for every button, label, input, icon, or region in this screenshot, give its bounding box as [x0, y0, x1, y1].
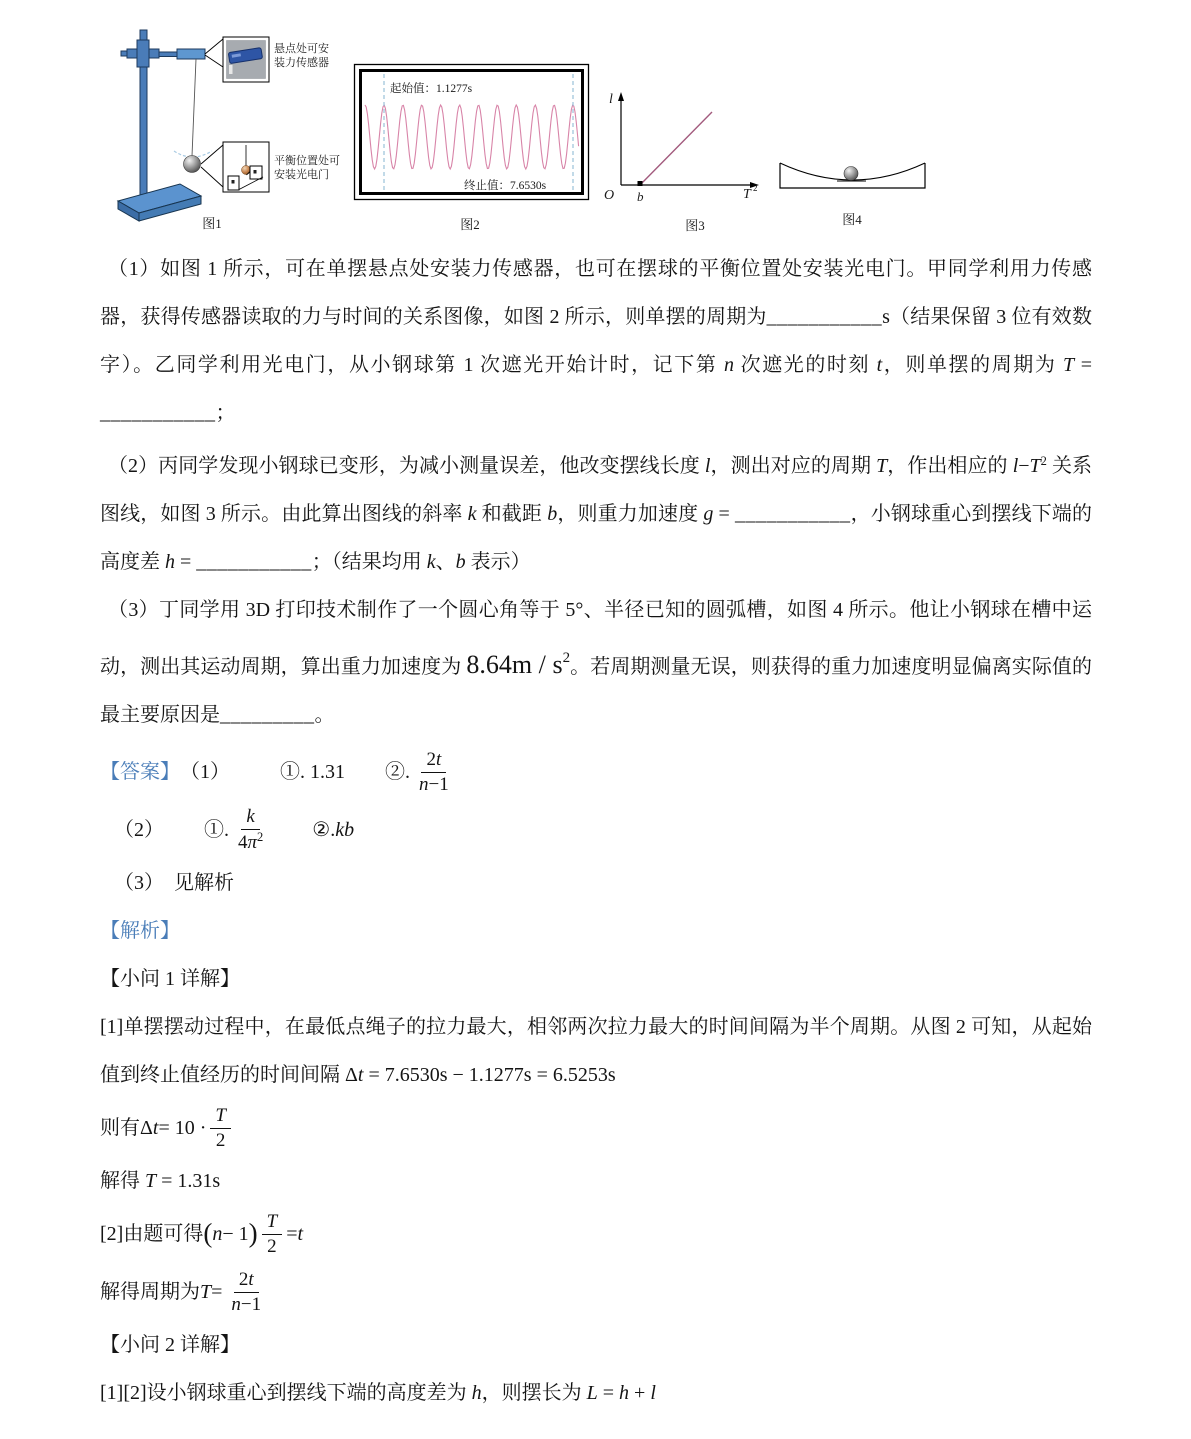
y-axis-label: l: [609, 92, 613, 107]
fraction: $\frac{T}{2}$: [210, 1104, 231, 1153]
blank-field: ___________: [766, 306, 883, 328]
axes: [621, 97, 754, 185]
question-part-3: （3）丁同学用 3D 打印技术制作了一个圆心角等于 5°、半径已知的圆弧槽，如图 4 所示。他让小钢球在槽中运动，测出其运动周期，算出重力加速度为 $8.64m / s^2$。若周期测量无误，则获得的重力加速度明显偏离实际值的最主要原因是_________。: [100, 599, 1093, 726]
analysis-heading: 【解析】: [100, 920, 180, 942]
pendulum-ball: [184, 156, 201, 173]
solution-2-text: [1][2]设小钢球重心到摆线下端的高度差为 h，则摆长为 L = h + l: [100, 1382, 656, 1404]
stand-base: [118, 184, 201, 221]
equation-delta-t: 则有 Δ t = 10 · $\frac{T}{2}$: [100, 1099, 1092, 1157]
subquestion-1-heading: 【小问 1 详解】: [100, 968, 240, 990]
fraction: $\frac{2t}{n-1}$: [419, 748, 449, 795]
subquestion-2-heading: 【小问 2 详解】: [100, 1334, 240, 1356]
figure-strip: [0, 0, 1191, 245]
question-part-2: （2）丙同学发现小钢球已变形，为减小测量误差，他改变摆线长度 l，测出对应的周期 T，作出相应的 $l-T^2$ 关系图线，如图 3 所示。由此算出图线的斜率 k 和截距 b，则重力加速度 g = ___________，小钢球重心到摆线下端的高度差 h = ___________；（结果均用 k、b 表示）: [100, 454, 1093, 573]
start-value-label: 起始值：1.1277s: [390, 83, 473, 95]
blank-field: ___________: [734, 503, 851, 525]
fraction: $\frac{T}{2}$: [262, 1210, 283, 1259]
fig1-pendulum-stand-diagram: [100, 25, 340, 235]
x-axis-exponent: 2: [753, 183, 758, 193]
fraction: $\frac{2t}{n-1}$: [231, 1268, 262, 1315]
solution-1-text: [1]单摆摆动过程中，在最低点绳子的拉力最大，相邻两次拉力最大的时间间隔为半个周期。从图 2 可知，从起始值到终止值经历的时间间隔 Δt = 7.6530s − 1.1277s = 6.5253s: [100, 1016, 1092, 1086]
equation-n-minus-1: [2]由题可得 ( n − 1 ) $\frac{T}{2}$ = t: [100, 1210, 304, 1257]
blank-field: ___________: [196, 551, 312, 573]
photogate-callout: [201, 142, 269, 192]
stand-frame: [121, 30, 205, 204]
fig3-caption: 图3: [685, 218, 705, 233]
question-part-1: （1）如图 1 所示，可在单摆悬点处安装力传感器，也可在摆球的平衡位置处安装光电门。甲同学利用力传感器，获得传感器读取的力与时间的关系图像，如图 2 所示，则单摆的周期为___________s（结果保留 3 位有效数字）。乙同学利用光电门，从小钢球第 1 次遮光开始计时，记下第 n 次遮光的时刻 t，则单摆的周期为 T = ___________；: [100, 258, 1093, 424]
equation-T-value: 解得 T = 1.31s: [100, 1170, 221, 1192]
sensor-label-line1: 悬点处可安: [274, 43, 329, 55]
gate-label-line1: 平衡位置处可: [274, 155, 340, 167]
origin-label: O: [604, 188, 615, 203]
fig1-caption: 图1: [202, 216, 222, 231]
answer-line-2: （2） ①. $\frac{k}{4\pi^2}$ ②. kb: [114, 806, 355, 853]
blank-field: _________: [220, 704, 315, 726]
equation-period-expr: 解得周期为 T = $\frac{2t}{n-1}$: [100, 1263, 1092, 1321]
intercept-label: b: [637, 189, 644, 204]
y-axis-arrow: [618, 92, 624, 101]
fig3-l-T2-graph: [600, 85, 770, 237]
sensor-label-line2: 装力传感器: [274, 57, 329, 69]
gate-label-line2: 安装光电门: [274, 169, 329, 181]
fig4-caption: 图4: [842, 212, 862, 227]
answer-line-3: （3） 见解析: [114, 872, 234, 894]
fig4-arc-groove-diagram: [775, 150, 935, 235]
answer-line-1: 【答案】 （1） ①. 1.31 ②. $\frac{2t}{n-1}$: [100, 743, 1092, 801]
blank-field: ___________: [100, 402, 216, 424]
fig2-caption: 图2: [460, 217, 480, 232]
fig2-force-time-graph: [352, 62, 592, 234]
x-axis-label: T: [743, 187, 751, 202]
document-body: [100, 245, 1092, 1417]
l-T2-fit-line: [640, 112, 712, 185]
pendulum-string: [192, 59, 196, 156]
force-sensor-callout: [205, 37, 269, 82]
end-value-label: 终止值：7.6530s: [464, 180, 547, 192]
ball-in-groove: [844, 167, 858, 181]
intercept-marker: [638, 181, 643, 186]
fraction: $\frac{k}{4\pi^2}$: [238, 806, 264, 853]
